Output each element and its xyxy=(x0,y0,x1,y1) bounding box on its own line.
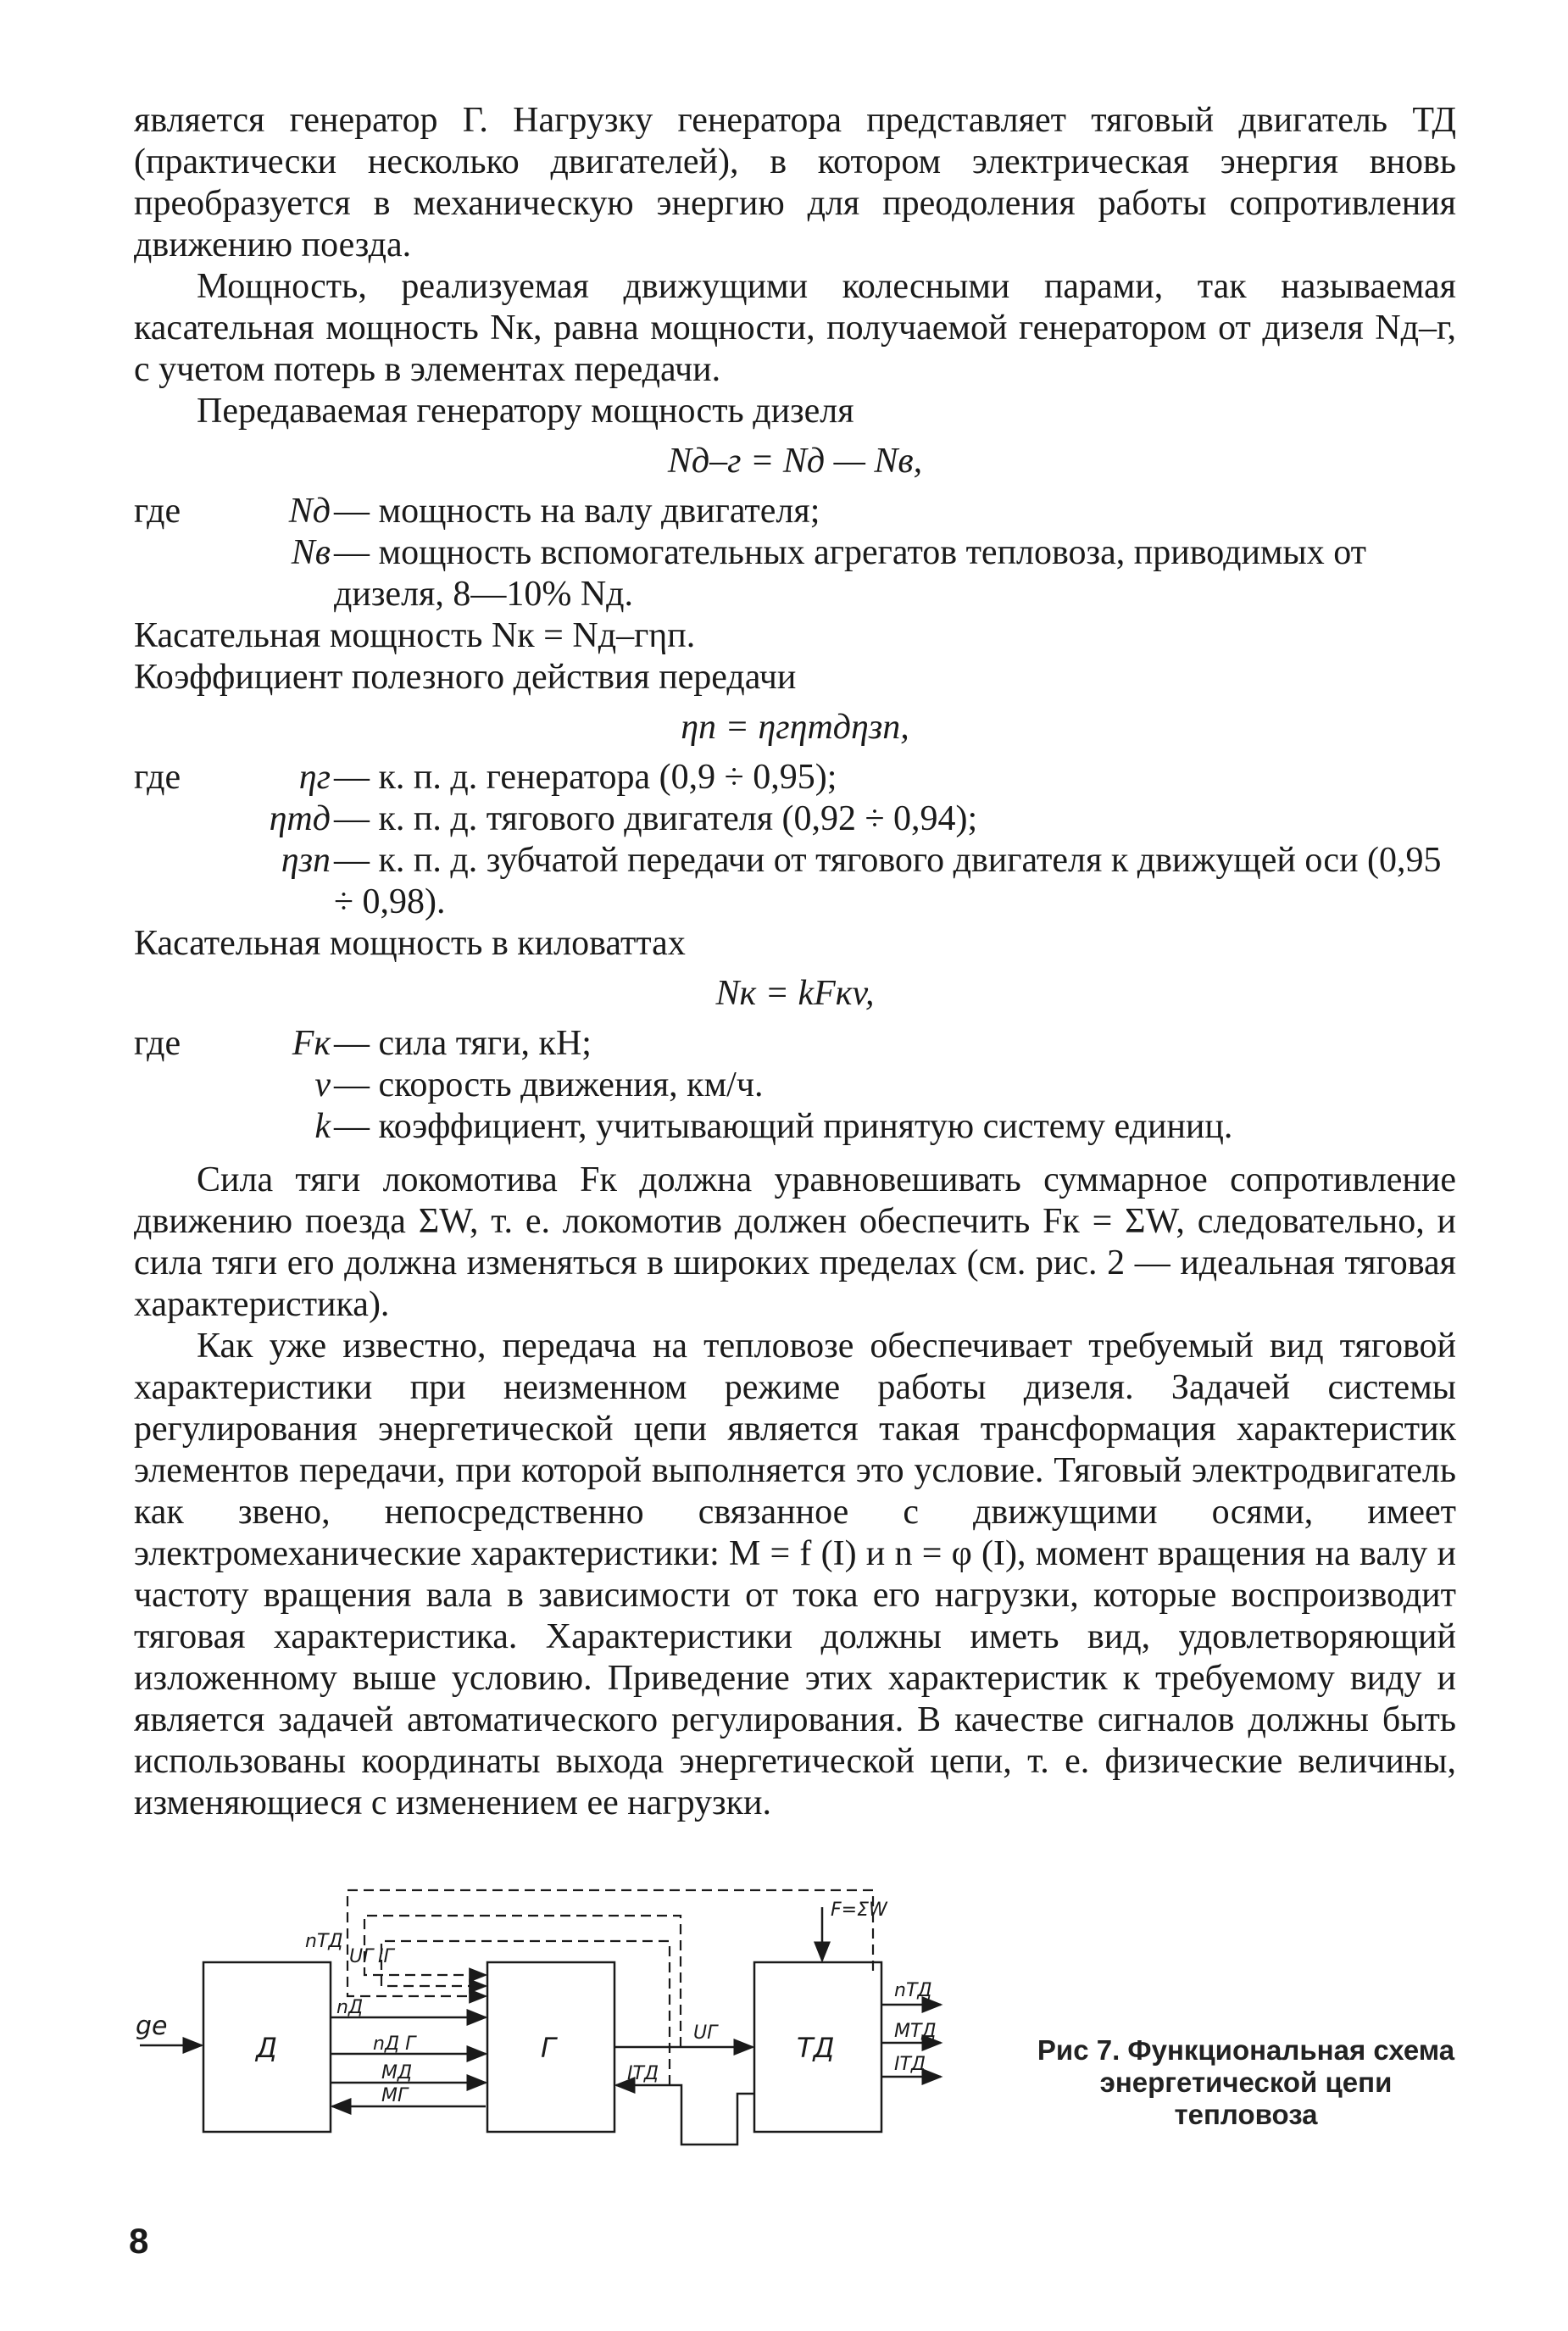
label-m-g: MГ xyxy=(381,2085,409,2106)
definition-text: — мощность вспомогательных агрегатов тепловоза, приводимых от дизеля, 8—10% Nд. xyxy=(334,533,1367,614)
definition-text: — сила тяги, кН; xyxy=(334,1024,592,1063)
label-i-td: IТД xyxy=(627,2063,659,2084)
definition-symbol: Fк xyxy=(292,1024,331,1063)
formula-1: Nд–г = Nд — Nв, xyxy=(667,442,923,481)
label-f-sw: F=ΣW xyxy=(831,1900,887,1921)
definitions-2 xyxy=(134,757,1456,923)
definition-row xyxy=(134,1106,1456,1148)
formula-3: Nк = kFкv, xyxy=(715,974,875,1013)
label-block-g: Г xyxy=(541,2032,556,2064)
label-out-n: nТД xyxy=(894,1980,932,2001)
definition-symbol: ηг xyxy=(298,758,331,797)
where-label: где xyxy=(134,758,181,797)
definition-row xyxy=(134,757,1456,798)
link-i-td xyxy=(616,2085,754,2145)
paragraph-4: Касательная мощность Nк = Nд–гηп. xyxy=(134,616,696,655)
definition-row xyxy=(134,798,1456,840)
definition-symbol: v xyxy=(314,1065,331,1104)
definitions-3 xyxy=(134,1023,1456,1148)
definition-symbol: Nв xyxy=(291,533,331,572)
paragraph-6: Касательная мощность в киловаттах xyxy=(134,924,686,963)
where-label: где xyxy=(134,492,181,531)
definition-row xyxy=(134,840,1456,923)
label-input: gе xyxy=(136,2011,168,2041)
label-out-i: IТД xyxy=(894,2054,926,2075)
paragraph-1: является генератор Г. Нагрузку генератора представляет тяговый двигатель ТД (практически несколько двигателей), в котором электрическая энергия вновь преобразуется в механическую энергию для преодоления работы сопротивления движению поезда. xyxy=(134,101,1456,264)
definition-text: — мощность на валу двигателя; xyxy=(334,492,820,531)
definition-symbol: ηзп xyxy=(281,841,331,880)
definition-text: — коэффициент, учитывающий принятую систему единиц. xyxy=(334,1107,1233,1146)
paragraph-5: Коэффициент полезного действия передачи xyxy=(134,658,797,697)
definition-row xyxy=(134,1065,1456,1106)
label-m-d: MД xyxy=(381,2062,413,2083)
page-number: 8 xyxy=(129,2221,149,2261)
definition-text: — к. п. д. зубчатой передачи от тягового двигателя к движущей оси (0,95 ÷ 0,98). xyxy=(334,841,1442,921)
definition-text: — к. п. д. генератора (0,9 ÷ 0,95); xyxy=(334,758,837,797)
feedback-n-td xyxy=(348,1890,873,1996)
paragraph-7: Сила тяги локомотива Fк должна уравновешивать суммарное сопротивление движению поезда ΣW, т. е. локомотив должен обеспечить Fк = ΣW, следовательно, и сила тяги его должна изменяться в широких пределах (см. рис. 2 — идеальная тяговая характеристика). xyxy=(134,1160,1456,1324)
where-label: где xyxy=(134,1024,181,1063)
figure-caption: Рис 7. Функциональная схема энергетической цепи тепловоза xyxy=(1037,2034,1455,2130)
definition-symbol: k xyxy=(314,1107,331,1146)
feedback-u-g xyxy=(364,1916,681,2047)
definition-symbol: Nд xyxy=(288,492,331,531)
functional-diagram xyxy=(127,1878,1026,2166)
label-block-td: ТД xyxy=(797,2032,835,2064)
definition-row xyxy=(134,532,1456,615)
label-out-m: MТД xyxy=(894,2021,937,2042)
paragraph-8: Как уже известно, передача на тепловозе обеспечивает требуемый вид тяговой характеристики при неизменном режиме работы дизеля. Задачей системы регулирования энергетической цепи является такая трансформация характеристик элементов передачи, при которой выполняется это условие. Тяговый электродвигатель как звено, непосредственно связанное с движущими осями, имеет электромеханические характеристики: M = f (I) и n = φ (I), момент вращения на валу и частоту вращения вала в зависимости от тока его нагрузки, которые воспроизводит тяговая характеристика. Характеристики должны иметь вид, удовлетворяющий изложенному выше условию. Приведение этих характеристик к требуемому виду и является задачей автоматического регулирования. В качестве сигналов должны быть использованы координаты выхода энергетической цепи, т. е. физические величины, изменяющиеся с изменением ее нагрузки. xyxy=(134,1327,1456,1822)
definition-text: — к. п. д. тягового двигателя (0,92 ÷ 0,94); xyxy=(334,799,978,838)
label-block-d: Д xyxy=(256,2032,277,2064)
paragraph-2: Мощность, реализуемая движущими колесными парами, так называемая касательная мощность Nк, равна мощности, получаемой генератором от дизеля Nд–г, с учетом потерь в элементах передачи. xyxy=(134,267,1456,389)
definition-symbol: ηтд xyxy=(269,799,331,838)
label-n-d-g: nД Г xyxy=(373,2033,416,2055)
definition-row xyxy=(134,491,1456,532)
definitions-1 xyxy=(134,491,1456,615)
definition-text: — скорость движения, км/ч. xyxy=(334,1065,764,1104)
label-i-g-fb: IГ xyxy=(378,1946,394,1967)
page-body xyxy=(134,100,1456,1824)
label-u-g-fb: UГ xyxy=(349,1946,374,1967)
label-u-g: UГ xyxy=(693,2022,718,2044)
formula-2: ηп = ηгηтдηзп, xyxy=(681,708,909,747)
paragraph-3: Передаваемая генератору мощность дизеля xyxy=(197,392,854,431)
label-n-d: nД xyxy=(336,1997,364,2018)
definition-row xyxy=(134,1023,1456,1065)
label-n-td-fb: nТД xyxy=(305,1931,343,1952)
